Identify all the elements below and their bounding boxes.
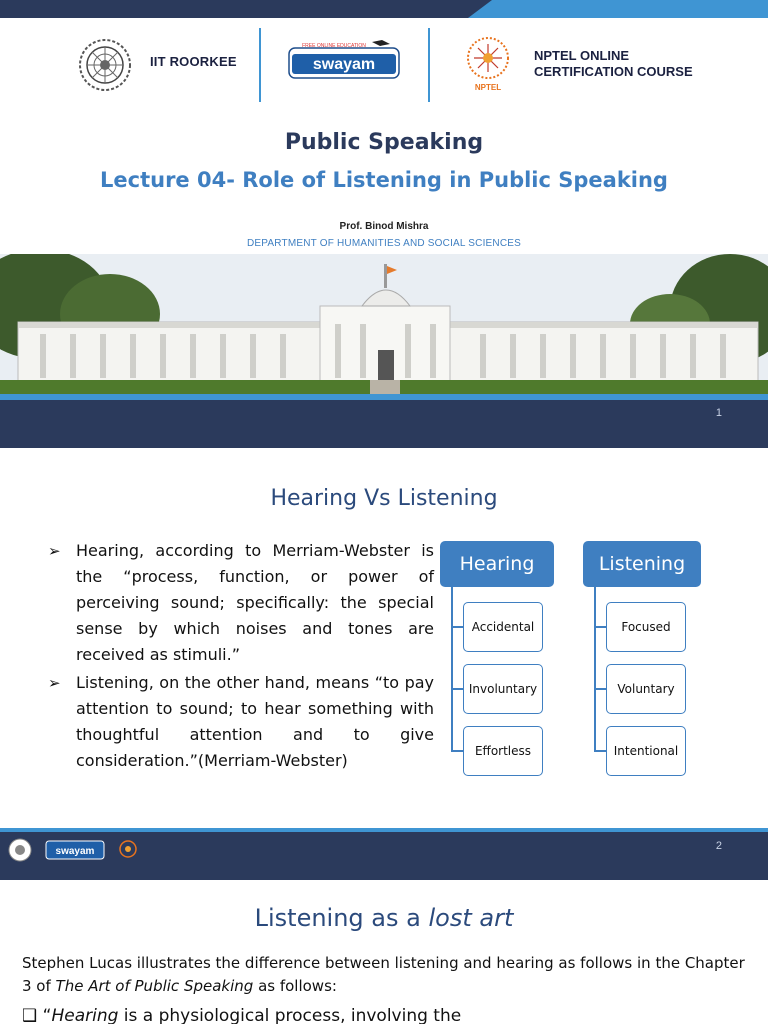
nptel-title bbox=[534, 48, 693, 80]
nptel-line1: NPTEL ONLINE bbox=[534, 48, 630, 63]
tree-connector bbox=[451, 688, 463, 690]
footer-accent bbox=[0, 394, 768, 400]
title-slide bbox=[0, 0, 768, 448]
slide-title: Hearing Vs Listening bbox=[270, 486, 498, 511]
footer-logos bbox=[8, 838, 148, 862]
swayam-logo bbox=[288, 40, 400, 86]
tree-connector bbox=[594, 587, 596, 751]
campus-building-image bbox=[0, 254, 768, 394]
quote-bullet: ❑ “ bbox=[22, 1006, 52, 1024]
intro-paragraph bbox=[22, 952, 746, 998]
page-number: 1 bbox=[715, 407, 722, 419]
listening-header: Listening bbox=[583, 541, 701, 587]
arrow-bullet-icon: ➢ bbox=[48, 674, 61, 692]
divider bbox=[259, 28, 261, 102]
logo-row bbox=[0, 24, 768, 108]
professor-name: Prof. Binod Mishra bbox=[339, 221, 429, 232]
title-text: Listening as a bbox=[254, 904, 429, 932]
department-name: DEPARTMENT OF HUMANITIES AND SOCIAL SCIENCES bbox=[246, 238, 522, 249]
tree-connector bbox=[594, 750, 606, 752]
hearing-header: Hearing bbox=[440, 541, 554, 587]
title-italic: lost art bbox=[428, 904, 514, 932]
nptel-label: NPTEL bbox=[474, 83, 502, 92]
nptel-line2: CERTIFICATION COURSE bbox=[534, 64, 693, 79]
tree-connector bbox=[451, 750, 463, 752]
hearing-item: Effortless bbox=[463, 726, 543, 776]
listening-item: Voluntary bbox=[606, 664, 686, 714]
tree-connector bbox=[451, 626, 463, 628]
page-number: 2 bbox=[715, 840, 722, 852]
iitr-seal-icon bbox=[78, 38, 132, 92]
lecture-title: Lecture 04- Role of Listening in Public Speaking bbox=[100, 168, 668, 192]
arrow-bullet-icon: ➢ bbox=[48, 542, 61, 560]
listening-item: Intentional bbox=[606, 726, 686, 776]
bullet-list bbox=[48, 538, 434, 774]
para-text: as follows: bbox=[253, 977, 337, 995]
listening-item: Focused bbox=[606, 602, 686, 652]
institute-name: IIT ROORKEE bbox=[150, 54, 237, 69]
footer-band bbox=[0, 394, 768, 448]
slide-title bbox=[0, 904, 768, 932]
footer-accent bbox=[0, 828, 768, 832]
swayam-name: swayam bbox=[312, 56, 376, 73]
hearing-item: Involuntary bbox=[463, 664, 543, 714]
quote-text: is a physiological process, involving the bbox=[118, 1006, 462, 1024]
quote-italic: Hearing bbox=[51, 1006, 119, 1024]
top-strip-accent bbox=[468, 0, 768, 18]
quote-line bbox=[22, 1006, 746, 1024]
bullet-text: Listening, on the other hand, means “to pay attention to sound; to hear something with thoughtful attention and to give consideration.”(Merriam-Webster) bbox=[76, 673, 434, 770]
course-title: Public Speaking bbox=[284, 130, 484, 155]
footer-swayam-name: swayam bbox=[55, 846, 95, 857]
tree-connector bbox=[451, 587, 453, 751]
content-slide bbox=[0, 448, 768, 880]
hearing-item: Accidental bbox=[463, 602, 543, 652]
nptel-logo-icon bbox=[462, 34, 514, 94]
para-text: Stephen Lucas illustrates the difference between listening and hearing as follows in the Chapter 3 of bbox=[22, 954, 745, 995]
tree-connector bbox=[594, 688, 606, 690]
divider bbox=[428, 28, 430, 102]
bullet-hearing bbox=[48, 538, 434, 668]
bullet-text: Hearing, according to Merriam-Webster is the “process, function, or power of perceiving sound; specifically: the special sense by which noises and tones are received as stimuli.” bbox=[76, 541, 434, 664]
bullet-listening bbox=[48, 670, 434, 774]
tree-connector bbox=[594, 626, 606, 628]
content-slide-partial bbox=[0, 880, 768, 1024]
book-title: The Art of Public Speaking bbox=[55, 977, 254, 995]
swayam-tagline: FREE ONLINE EDUCATION bbox=[302, 43, 366, 49]
